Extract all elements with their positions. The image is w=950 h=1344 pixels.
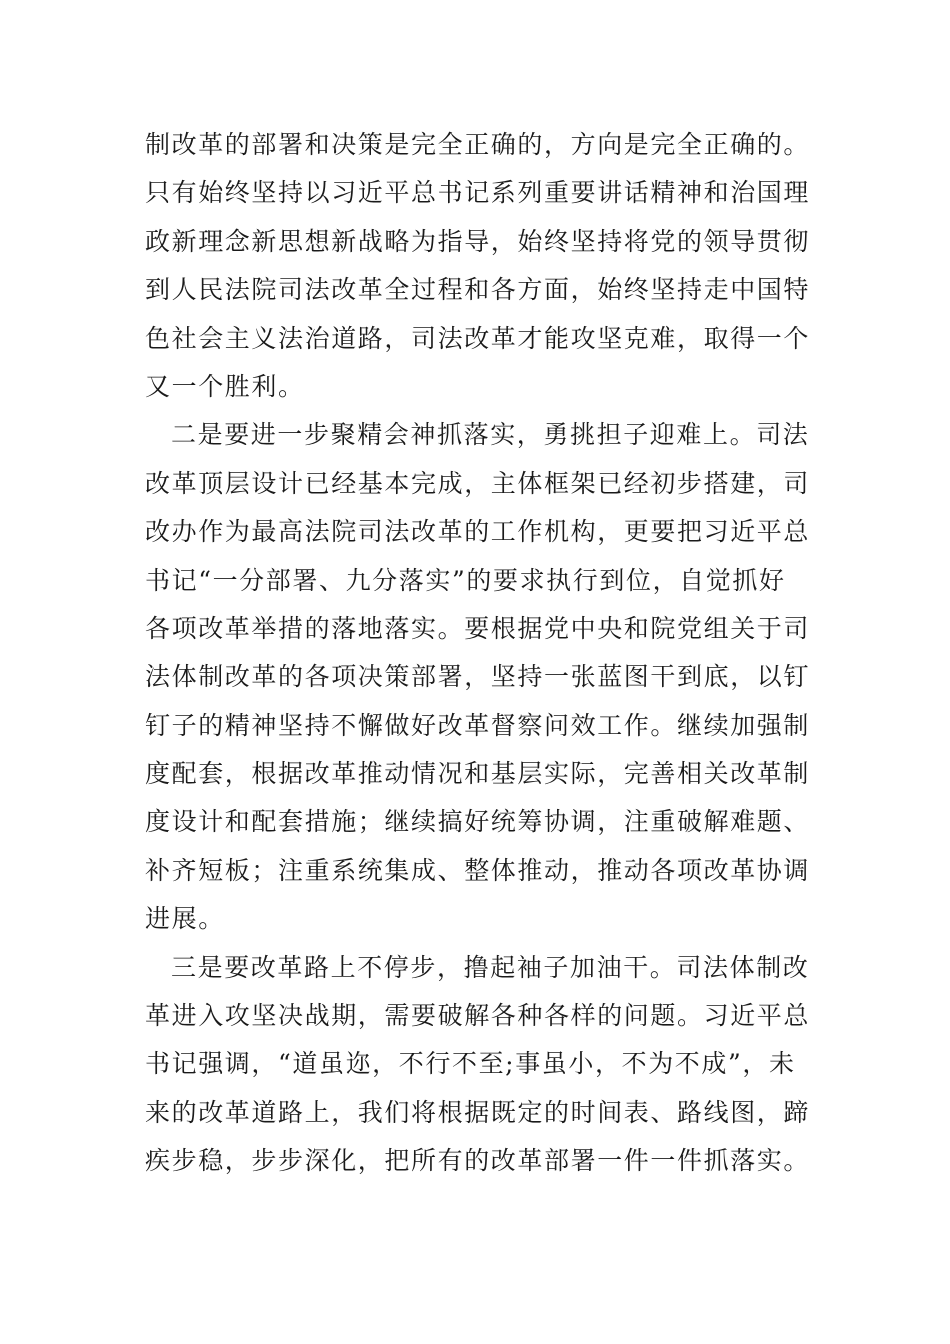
text-line: 度配套，根据改革推动情况和基层实际，完善相关改革制 (145, 759, 811, 789)
paragraph-3 (145, 944, 815, 1186)
text-line: 三是要改革路上不停步，撸起袖子加油干。司法体制改 (171, 952, 810, 982)
paragraph-2 (145, 411, 815, 943)
text-line: 色社会主义法治道路，司法改革才能攻坚克难，取得一个 (145, 323, 811, 353)
text-line: 书记“一分部署、九分落实”的要求执行到位，自觉抓好 (145, 565, 786, 595)
text-line: 到人民法院司法改革全过程和各方面，始终坚持走中国特 (145, 275, 811, 305)
text-line: 补齐短板；注重系统集成、整体推动，推动各项改革协调 (145, 855, 811, 885)
text-line: 各项改革举措的落地落实。要根据党中央和院党组关于司 (145, 613, 811, 643)
text-line: 二是要进一步聚精会神抓落实，勇挑担子迎难上。司法 (171, 420, 810, 450)
text-line: 书记强调，“道虽迩，不行不至;事虽小，不为不成”，未 (145, 1049, 796, 1079)
text-line: 钉子的精神坚持不懈做好改革督察问效工作。继续加强制 (145, 710, 811, 740)
text-line: 政新理念新思想新战略为指导，始终坚持将党的领导贯彻 (145, 226, 811, 256)
text-line: 改革顶层设计已经基本完成，主体框架已经初步搭建，司 (145, 468, 811, 498)
text-line: 只有始终坚持以习近平总书记系列重要讲话精神和治国理 (145, 178, 811, 208)
text-line: 进展。 (145, 904, 225, 934)
text-line: 度设计和配套措施；继续搞好统筹协调，注重破解难题、 (145, 807, 811, 837)
text-line: 疾步稳，步步深化，把所有的改革部署一件一件抓落实。 (145, 1146, 811, 1176)
text-line: 革进入攻坚决战期，需要破解各种各样的问题。习近平总 (145, 1001, 811, 1031)
text-line: 又一个胜利。 (145, 371, 305, 401)
text-line: 来的改革道路上，我们将根据既定的时间表、路线图，蹄 (145, 1097, 811, 1127)
document-body (145, 121, 815, 1186)
text-line: 制改革的部署和决策是完全正确的，方向是完全正确的。 (145, 130, 811, 159)
paragraph-1 (145, 121, 815, 411)
text-line: 法体制改革的各项决策部署，坚持一张蓝图干到底，以钉 (145, 662, 811, 692)
text-line: 改办作为最高法院司法改革的工作机构，更要把习近平总 (145, 517, 811, 547)
